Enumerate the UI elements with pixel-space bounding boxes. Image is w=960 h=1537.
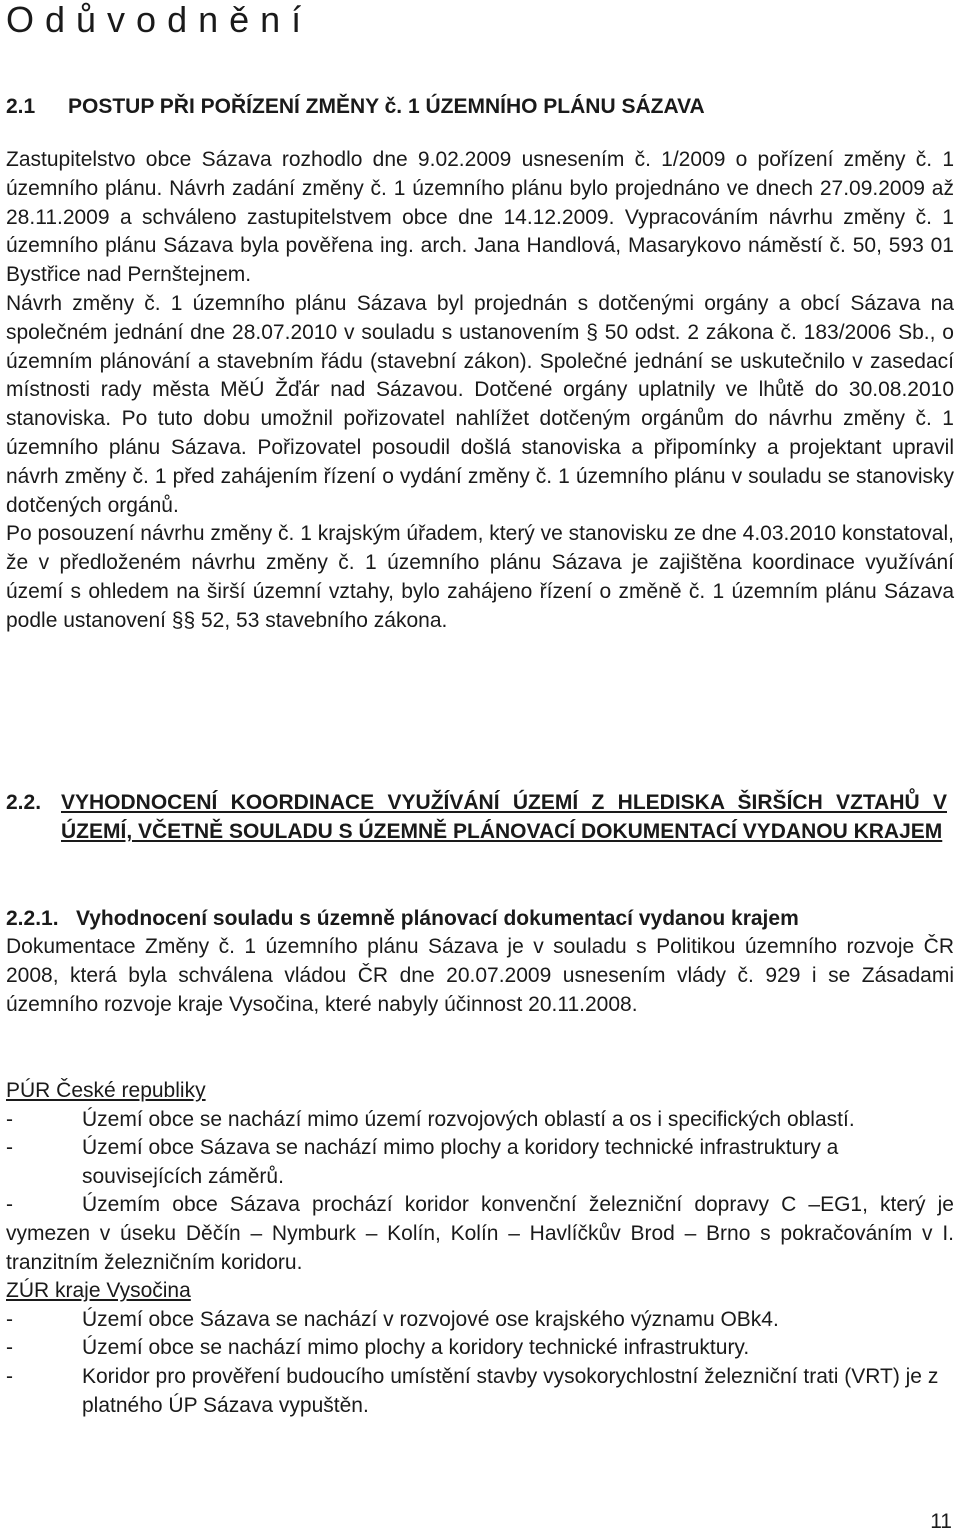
section-2-2-1-body xyxy=(6,933,954,1019)
bullet-dash: - xyxy=(6,1336,13,1360)
pur-heading: PÚR České republiky xyxy=(6,1079,206,1102)
page-number: 11 xyxy=(930,1510,952,1533)
paragraph: Po posouzení návrhu změny č. 1 krajským úřadem, který ve stanovisku ze dne 4.03.2010 konstatoval, že v předloženém návrhu změny č. 1 územního plánu Sázava je zajištěna koordinace využívání území s ohledem na širší územní vztahy, bylo zahájeno řízení o změně č. 1 územním plánu Sázava podle ustanovení §§ 52, 53 stavebního zákona. xyxy=(6,522,954,632)
list-item xyxy=(6,1106,954,1135)
bullet-dash: - xyxy=(6,1193,13,1217)
paragraph: Návrh změny č. 1 územního plánu Sázava byl projednán s dotčenými orgány a obcí Sázava na společném jednání dne 28.07.2010 v souladu s ustanovením § 50 odst. 2 zákona č. 183/2006 Sb., o územním plánování a stavebním řádu (stavební zákon). Společné jednání se uskutečnilo v zasedací místnosti rady města MěÚ Žďár nad Sázavou. Dotčené orgány uplatnily ve lhůtě do 30.08.2010 stanoviska. Po tuto dobu umožnil pořizovatel nahlížet dotčeným orgánům do návrhu změny č. 1 územního plánu Sázava. Pořizovatel posoudil došlá stanoviska a připomínky a projektant upravil návrh změny č. 1 před zahájením řízení o vydání změny č. 1 územního plánu v souladu se stanovisky dotčených orgánů. xyxy=(6,291,954,517)
bullet-dash: - xyxy=(6,1107,13,1131)
bullet-dash: - xyxy=(6,1136,13,1160)
bullet-dash: - xyxy=(6,1364,13,1388)
section-2-1-body xyxy=(6,146,954,636)
list-item-text: Území obce se nachází mimo plochy a koridory technické infrastruktury. xyxy=(82,1336,750,1360)
section-number: 2.2.1. xyxy=(6,907,59,930)
section-number: 2.1 xyxy=(6,95,36,118)
section-2-2-heading xyxy=(6,788,956,846)
zur-heading: ZÚR kraje Vysočina xyxy=(6,1279,191,1303)
section-title: VYHODNOCENÍ KOORDINACE VYUŽÍVÁNÍ ÚZEMÍ Z HLEDISKA ŠIRŠÍCH VZTAHŮ V ÚZEMÍ, VČETNĚ SOULADU S ÚZEMNĚ PLÁNOVACÍ DOKUMENTACÍ VYDANOU KRAJEM xyxy=(61,791,947,843)
list-item xyxy=(6,1306,954,1335)
list-item-text: Území obce Sázava se nachází mimo plochy a koridory technické infrastruktury a souvisejících záměrů. xyxy=(82,1136,839,1188)
list-item xyxy=(6,1191,954,1277)
section-number: 2.2. xyxy=(6,791,42,814)
paragraph: Dokumentace Změny č. 1 územního plánu Sázava je v souladu s Politikou územního rozvoje ČR 2008, která byla schválena vládou ČR dne 20.07.2009 usnesením vlády č. 929 i se Zásadami územního rozvoje kraje Vysočina, které nabyly účinnost 20.11.2008. xyxy=(6,935,954,1016)
section-title: Vyhodnocení souladu s územně plánovací dokumentací vydanou krajem xyxy=(76,907,799,930)
list-item xyxy=(6,1134,954,1191)
paragraph: Zastupitelstvo obce Sázava rozhodlo dne 9.02.2009 usnesením č. 1/2009 o pořízení změny č. 1 územního plánu. Návrh zadání změny č. 1 územního plánu bylo projednáno ve dnech 27.09.2009 až 28.11.2009 a schváleno zastupitelstvem obce dne 14.12.2009. Vypracováním návrhu změny č. 1 územního plánu Sázava byla pověřena ing. arch. Jana Handlová, Masarykovo náměstí č. 50, 593 01 Bystřice nad Pernštejnem. xyxy=(6,148,954,287)
section-2-1-heading xyxy=(6,92,705,122)
list-item xyxy=(6,1334,954,1363)
list-item-text: Území obce se nachází mimo území rozvojových oblastí a os i specifických oblastí. xyxy=(82,1107,855,1131)
list-item-text: Územím obce Sázava prochází koridor konvenční železniční dopravy C –EG1, který je vymezen v úseku Děčín – Nymburk – Kolín, Kolín – Havlíčkův Brod – Brno s pokračováním v I. tranzitním železničním koridoru. xyxy=(6,1193,954,1274)
pur-section xyxy=(6,1077,954,1420)
section-title: POSTUP PŘI POŘÍZENÍ ZMĚNY č. 1 ÚZEMNÍHO PLÁNU SÁZAVA xyxy=(68,95,705,118)
bullet-dash: - xyxy=(6,1307,13,1331)
list-item xyxy=(6,1363,954,1420)
list-item-text: Území obce Sázava se nachází v rozvojové ose krajského významu OBk4. xyxy=(82,1307,779,1331)
list-item-text: Koridor pro prověření budoucího umístění stavby vysokorychlostní železniční trati (VRT) je z platného ÚP Sázava vypuštěn. xyxy=(82,1364,939,1417)
section-2-2-1-heading xyxy=(6,905,799,933)
page-title: Odůvodnění xyxy=(6,0,313,40)
